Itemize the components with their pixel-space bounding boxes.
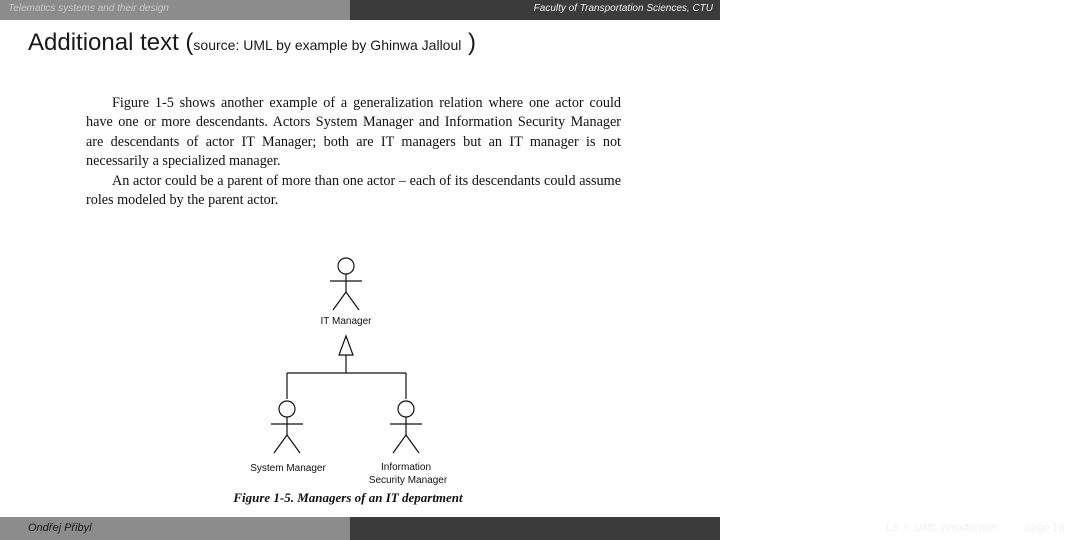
- excerpt-paragraph-2: An actor could be a parent of more than one actor – each of its descendants could assume roles modeled by the parent actor.: [86, 172, 621, 209]
- slide-title-bar: [0, 20, 720, 65]
- excerpt-paragraph-1: Figure 1-5 shows another example of a generalization relation where one actor could have one or more descendants. Actors System Manager and Information Security Manager are descendants of actor IT Manager; both are IT managers but an IT manager is not necessarily a specialized manager.: [86, 95, 621, 170]
- child-actor-2-label-line2: Security Manager: [368, 475, 448, 486]
- child-actor-1-figure: [271, 401, 303, 453]
- slide-title-close: ): [461, 29, 477, 56]
- author-name: Ondřej Přibyl: [28, 522, 92, 534]
- footer-right-panel: [350, 517, 1065, 540]
- header-right-panel: [350, 0, 720, 20]
- footer-left-panel: [0, 517, 350, 540]
- figure-caption: Figure 1-5. Managers of an IT department: [233, 490, 463, 505]
- course-title: Telematics systems and their design: [8, 3, 169, 14]
- slide-title: [28, 29, 476, 57]
- page-number: page 10: [1025, 522, 1065, 534]
- slide-title-source: source: UML by example by Ghinwa Jalloul: [193, 37, 462, 53]
- footer-bar: [0, 517, 1065, 540]
- generalization-arrow: [287, 336, 406, 399]
- header-left-panel: [0, 0, 350, 20]
- slide-title-main: Additional text (: [28, 29, 194, 56]
- scanned-excerpt: [86, 94, 621, 509]
- child-actor-1-label: System Manager: [250, 463, 326, 474]
- child-actor-2-figure: [390, 401, 422, 453]
- faculty-name: Faculty of Transportation Sciences, CTU: [533, 3, 713, 14]
- child-actor-2-label-line1: Information: [380, 462, 432, 473]
- actor-generalization-diagram: [86, 94, 621, 509]
- parent-actor-figure: [330, 258, 362, 310]
- parent-actor-label: IT Manager: [320, 316, 372, 327]
- lecture-title: L6-7: UML introduction: [886, 522, 998, 534]
- header-bar: [0, 0, 720, 20]
